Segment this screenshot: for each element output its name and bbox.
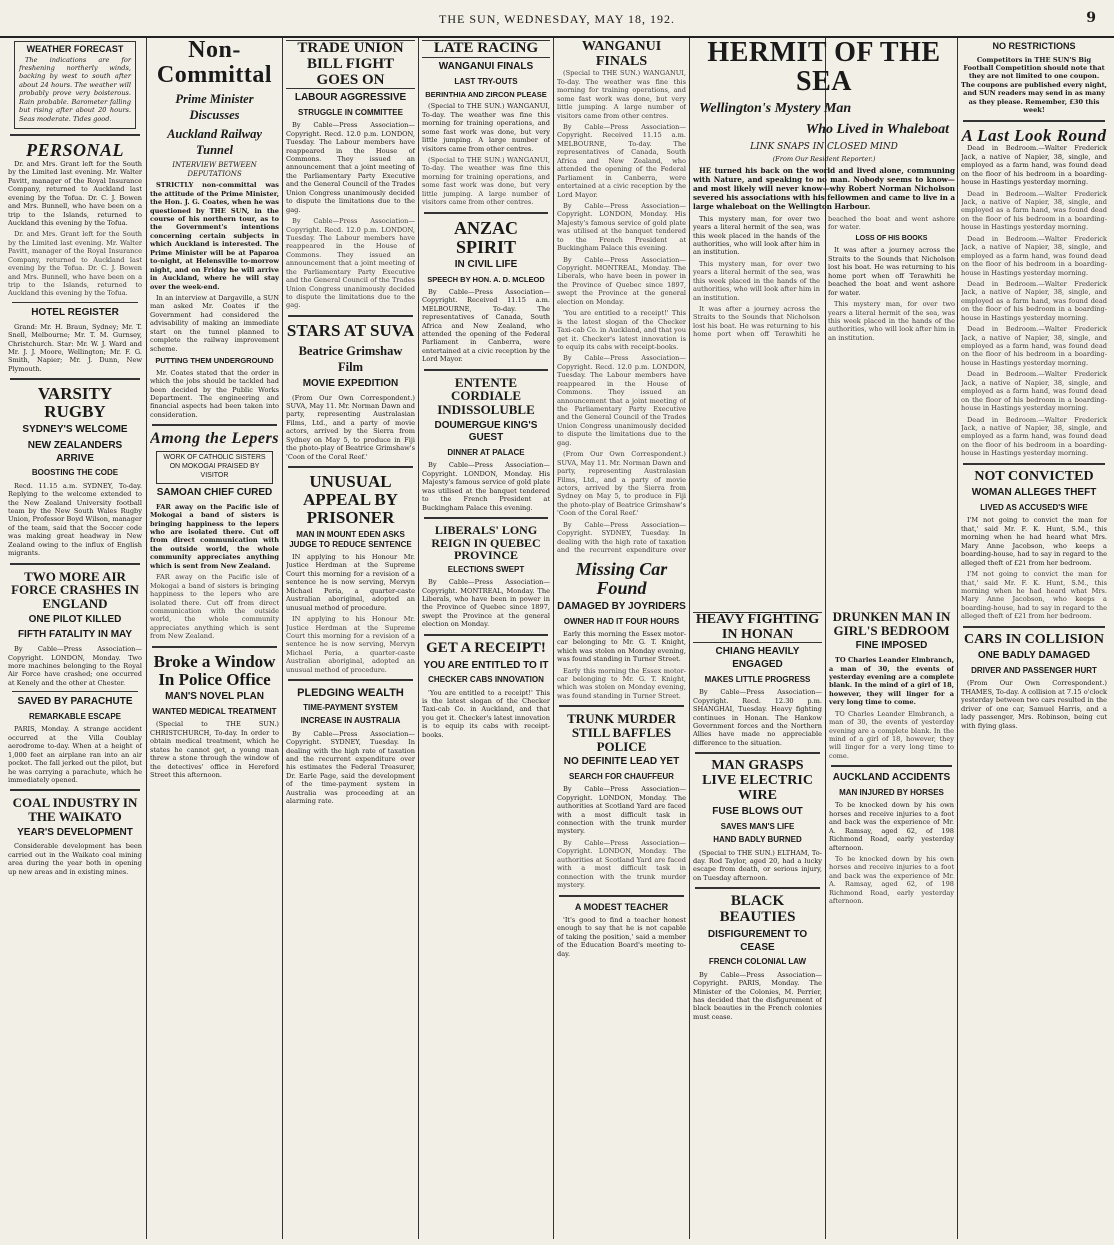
stars-subhead-1: Beatrice Grimshaw Film: [298, 343, 403, 374]
noncommittal-text-2: In an interview at Dargaville, a SUN man asked Mr. Coates if the Government had considered the advisability of making an immediate start on the tunnel planned to complete the railway improvement scheme.: [150, 293, 279, 353]
column-rule: [689, 38, 690, 1239]
racing-subhead-3: BERINTHIA AND ZIRCON PLEASE: [425, 89, 547, 99]
col5-top-text-6: By Cable—Press Association—Copyright. Recd. 12.0 p.m. LONDON, Tuesday. The Labour members have reappeared in the House of Commons. They issued an announcement that a joint meeting of the Parliamentary Party Executive and the General Council of the Trades Union Congress unanimously decided to dispute the limitations due to the gag.: [557, 354, 686, 447]
receipt-subhead-1: YOU ARE ENTITLED TO IT: [423, 659, 549, 671]
weather-box: [14, 41, 136, 129]
column-7: [961, 38, 1107, 1239]
racing-box: [422, 40, 550, 58]
masthead-title: THE SUN, WEDNESDAY, MAY 18, 192.: [439, 12, 675, 26]
hermit-midhead: LOSS OF HIS BOOKS: [855, 234, 928, 242]
divider: [12, 302, 138, 303]
missing-subhead-2: OWNER HAD IT FOUR HOURS: [563, 616, 680, 626]
lrr-text-7: Dead in Bedroom.—Walter Frederick Jack, a native of Napier, 38, single, and employed as a farm hand, was found dead on the floor of his bedroom in a boarding-house in Hastings yesterday morning.: [961, 415, 1107, 458]
drunken-subhead: FINE IMPOSED: [855, 640, 928, 652]
missing-text-more: Early this morning the Essex motor-car belonging to Mr. G. T. Knight, which was stolen on Monday evening, was found standing in Turner Street.: [557, 666, 686, 700]
personal-text-more: Dr. and Mrs. Grant left for the South by the Limited last evening. Mr. Walter Pavitt, manager of the Royal Insurance Company, returned to Auckland last evening by the Tofua. Dr. C. J. Bowen and Mrs. Bunnell, who have been on a trip to the Islands, returned to Auckland this evening by the Tofua.: [8, 230, 142, 298]
beauties-text: By Cable—Press Association—Copyright. PARIS, Monday. The Minister of the Colonies, M. Perrier, has decided that the disfigurement of black beauties in the French colonies must cease.: [693, 970, 822, 1021]
anzac-subhead-1: IN CIVIL LIFE: [454, 259, 518, 271]
liberals-headline: LIBERALS' LONG REIGN IN QUEBEC PROVINCE: [431, 523, 541, 563]
divider: [10, 134, 140, 136]
divider: [10, 563, 140, 565]
racing-text-more: (Special to THE SUN.) WANGANUI, To-day. The weather was fine this morning for training operations, and some fast work was done, but very little jumping. A large number of visitors came from other centres.: [422, 156, 550, 207]
parachute-headline: SAVED BY PARACHUTE: [17, 696, 133, 708]
divider: [424, 369, 548, 371]
hermit-text-1: HE turned his back on the world and lived alone, communing with Nature, and speaking to no man. Nobody seems to know—and most likely will never know—why Robert Norman Nicholson severed his associations with his fellowmen and came to live in a large whaleboat on the Wellington Harbour.: [693, 165, 955, 212]
divider: [963, 463, 1105, 465]
divider: [559, 895, 684, 897]
tradeunion-subhead-2: STRUGGLE IN COMMITTEE: [298, 108, 403, 118]
lrr-text-4: Dead in Bedroom.—Walter Frederick Jack, a native of Napier, 38, single, and employed as a farm hand, was found dead on the floor of his bedroom in a boarding-house in Hastings yesterday morning.: [961, 279, 1107, 322]
hermit-text-3b: This mystery man, for over two years a literal hermit of the sea, was this week placed in the hands of the authorities, who will look after him in an institution.: [828, 300, 955, 342]
beauties-subhead-1: DISFIGUREMENT TO CEASE: [707, 928, 808, 953]
appeal-subhead: MAN IN MOUNT EDEN ASKS JUDGE TO REDUCE SENTENCE: [289, 529, 412, 549]
beauties-subhead-2: FRENCH COLONIAL LAW: [708, 957, 807, 967]
teacher-text: 'It's good to find a teacher honest enough to say that he is not capable of taking the position,' said a member of the Education Board's meeting to-day.: [557, 916, 686, 958]
divider: [12, 691, 138, 692]
col5-top-text-1: (Special to THE SUN.) WANGANUI, To-day. The weather was fine this morning for training operations, and some fast work was done, but very little jumping. A large number of visitors came from other centres.: [557, 69, 686, 120]
stars-text: (From Our Own Correspondent.) SUVA, May 11. Mr. Norman Dawn and party, representing Australasian Films, Ltd., and a party of movie actors, arrived by the Sierra from Sydney on May 5, to produce in Fiji the photo-play of Beatrice Grimshaw's 'Coon of the Coral Reef.': [286, 393, 415, 461]
receipt-subhead-2: CHECKER CABS INNOVATION: [428, 675, 544, 685]
divider: [424, 517, 548, 519]
tradeunion-text-more: By Cable—Press Association—Copyright. Recd. 12.0 p.m. LONDON, Tuesday. The Labour members have reappeared in the House of Commons. They issued an announcement that a joint meeting of the Parliamentary Party Executive and the General Council of the Trades Union Congress unanimously decided to dispute the limitations due to the gag.: [286, 217, 415, 310]
coal-subhead: YEAR'S DEVELOPMENT: [17, 826, 133, 838]
hermit-text-3: It was after a journey across the Straits to the Sounds that Nicholson lost his boat. He was returning to his home port when off Terawhiti he beached the boat and went ashore for water.: [828, 246, 955, 297]
column-6b: [829, 610, 954, 1239]
drunken-headline: DRUNKEN MAN IN GIRL'S BEDROOM: [832, 610, 951, 638]
window-subhead-1: MAN'S NOVEL PLAN: [165, 691, 264, 703]
airforce-text: By Cable—Press Association—Copyright. LONDON, Monday. Two more machines belonging to the Royal Air Force have crashed; one occurred at Kenely and the other at Chester.: [8, 645, 142, 687]
collision-subhead-1: ONE BADLY DAMAGED: [977, 650, 1091, 662]
entente-text: By Cable—Press Association—Copyright. LONDON, Monday. His Majesty's famous service of gold plate was utilised at the banquet tendered to the French President at Buckingham Palace this evening.: [422, 461, 550, 512]
column-rule: [418, 38, 419, 1239]
col5-top-text-4: By Cable—Press Association—Copyright. MONTREAL, Monday. The Liberals, who have been in power in the Province of Quebec since 1897, swept the Province at the general election on Monday.: [557, 255, 686, 306]
trunk-text-more: By Cable—Press Association—Copyright. LONDON, Monday. The authorities at Scotland Yard are faced with a most difficult task in connection with the trunk murder mystery.: [557, 838, 686, 890]
hermit-text-2: This mystery man, for over two years a literal hermit of the sea, was this week placed in the hands of the authorities, who will look after him in an institution.: [693, 214, 820, 257]
column-3: [286, 38, 415, 1239]
coal-headline: COAL INDUSTRY IN THE WAIKATO: [12, 795, 138, 825]
entente-headline: ENTENTE CORDIALE INDISSOLUBLE: [437, 374, 535, 418]
hotel-headline: HOTEL REGISTER: [31, 306, 119, 318]
trunk-subhead-2: SEARCH FOR CHAUFFEUR: [569, 772, 674, 782]
noncommittal-subhead-2: Auckland Railway Tunnel: [167, 127, 262, 158]
receipt-headline: GET A RECEIPT!: [426, 639, 546, 656]
divider: [152, 646, 277, 648]
racing-headline: LATE RACING: [433, 40, 539, 56]
nr-text: Competitors in THE SUN'S Big Football Competition should note that they are not limited to one coupon. The coupons are published every night, and SUN readers may send in as many as they please. Remember, £30 this week!: [961, 55, 1107, 115]
lepers-box: WORK OF CATHOLIC SISTERS ON MOKOGAI PRAISED BY VISITOR: [156, 451, 273, 484]
column-4: [422, 38, 550, 1239]
window-text: (Special to THE SUN.) CHRISTCHURCH, To-day. In order to obtain medical treatment, which he states he cannot get, a young man threw a stone through the window of the detectives' office in Hereford Street this afternoon.: [150, 720, 279, 780]
pledge-text: By Cable—Press Association—Copyright. SYDNEY, Tuesday. In dealing with the high rate of taxation and the recurrent expenditure over his estimates the Federal Treasurer, Dr. Earle Page, said the development of the time-payment system in Australia was proceeding at an alarming rate.: [286, 729, 415, 806]
lepers-text-more: FAR away on the Pacific isle of Mokogai a band of sisters is bringing happiness to the lepers who are isolated there. Cut off from direct communication with the outside world, the whole community appreciates anything which is sent from New Zealand.: [150, 573, 279, 641]
column-5-top: [557, 40, 686, 555]
column-rule: [553, 38, 554, 1239]
late-col5-heading: WANGANUI FINALS: [581, 40, 662, 69]
divider: [695, 752, 820, 754]
racing-text: (Special to THE SUN.) WANGANUI, To-day. The weather was fine this morning for training operations, and some fast work was done, but very little jumping. A large number of visitors came from other centres.: [422, 102, 550, 153]
divider: [963, 626, 1105, 628]
anzac-subhead-2: SPEECH BY HON. A. D. MCLEOD: [427, 275, 545, 285]
divider: [288, 315, 413, 317]
hermit-text-2c: It was after a journey across the Straits to the Sounds that Nicholson lost his boat. He was returning to his home port when off Terawhiti he beached the boat and went ashore for water.: [693, 214, 955, 339]
airforce-headline: TWO MORE AIR FORCE CRASHES IN ENGLAND: [11, 568, 139, 611]
parachute-text: PARIS, Monday. A strange accident occurred at the Villa Coublay aerodrome to-day. When at a height of 1,000 feet an airplane ran into an air pocket. The fall jerked out the pilot, but he was carrying a parachute, which he immediately opened.: [8, 725, 142, 784]
racing-subhead-1: WANGANUI FINALS: [438, 60, 534, 72]
pledge-subhead-2: INCREASE IN AUSTRALIA: [300, 716, 401, 726]
noncommittal-midhead: PUTTING THEM UNDERGROUND: [155, 356, 274, 366]
teacher-headline: A MODEST TEACHER: [574, 901, 669, 912]
appeal-text: IN applying to his Honour Mr. Justice Herdman at the Supreme Court this morning for a revision of a sentence he is now serving, Mervyn Michael Peria, a quarter-caste Australian aboriginal, adopted an unusual method of procedure.: [286, 553, 415, 612]
hermit-subhead-2: Who Lived in Whaleboat: [805, 121, 949, 137]
noncommittal-text-3: Mr. Coates stated that the order in which the jobs should be tackled had been decided by the Public Works Department. The engineering and financial aspects had been taken into consideration.: [150, 368, 279, 419]
wire-text: (Special to THE SUN.) ELTHAM, To-day. Rod Taylor, aged 20, had a lucky escape from death, or serious injury, on Tuesday afternoon.: [693, 848, 822, 882]
col5-top-text-5: 'You are entitled to a receipt!' This is the latest slogan of the Checker Taxi-cab Co. in Auckland, and that you get it. Checker's latest innovation is to equip its cabs with receipt-books.: [557, 309, 686, 351]
collision-headline: CARS IN COLLISION: [963, 631, 1105, 647]
trunk-subhead-1: NO DEFINITE LEAD YET: [563, 756, 680, 768]
stars-headline: STARS AT SUVA: [286, 320, 415, 340]
trunk-headline: TRUNK MURDER STILL BAFFLES POLICE: [567, 711, 676, 754]
tradeunion-text: By Cable—Press Association—Copyright. Recd. 12.0 p.m. LONDON, Tuesday. The Labour members have reappeared in the House of Commons. They issued an announcement that a joint meeting of the Parliamentary Party Executive and the General Council of the Trades Union Congress unanimously decided to dispute the limitations due to the gag.: [286, 121, 415, 214]
noncommittal-subhead-1: Prime Minister Discusses: [175, 92, 254, 123]
convicted-headline: NOT CONVICTED: [974, 468, 1094, 484]
hermit-body: [693, 215, 955, 343]
personal-text: Dr. and Mrs. Grant left for the South by the Limited last evening. Mr. Walter Pavitt, manager of the Royal Insurance Company, returned to Auckland last evening by the Tofua. Dr. C. J. Bowen and Mrs. Bunnell, who have been on a trip to the Islands, returned to Auckland this evening by the Tofua.: [8, 159, 142, 227]
convicted-subhead-2: LIVED AS ACCUSED'S WIFE: [980, 503, 1088, 513]
column-6: [693, 610, 822, 1239]
tradeunion-box: [286, 40, 415, 89]
racing-subhead-2: LAST TRY-OUTS: [454, 76, 518, 86]
divider: [559, 705, 684, 707]
divider: [152, 424, 277, 426]
entente-subhead-1: DOUMERGUE KING'S GUEST: [434, 419, 538, 444]
noncommittal-subhead-3: INTERVIEW BETWEEN DEPUTATIONS: [172, 161, 257, 179]
page-number: 9: [1086, 10, 1096, 26]
trunk-text: By Cable—Press Association—Copyright. LONDON, Monday. The authorities at Scotland Yard are faced with a most difficult task in connection with the trunk murder mystery.: [557, 785, 686, 836]
lrr-text-5: Dead in Bedroom.—Walter Frederick Jack, a native of Napier, 38, single, and employed as a farm hand, was found dead on the floor of his bedroom in a boarding-house in Hastings yesterday morning.: [961, 325, 1107, 367]
receipt-text: 'You are entitled to a receipt!' This is the latest slogan of the Checker Taxi-cab Co. in Auckland, and that you get it. Checker's latest innovation is to equip its cabs with receipt-books.: [422, 688, 550, 739]
entente-subhead-2: DINNER AT PALACE: [447, 448, 525, 458]
lrr-text: Dead in Bedroom.—Walter Frederick Jack, a native of Napier, 38, single, and employed as a farm hand, was found dead on the floor of his bedroom in a boarding-house in Hastings yesterday morning.: [961, 144, 1107, 187]
nr-headline: NO RESTRICTIONS: [992, 41, 1076, 51]
wire-subhead-1: FUSE BLOWS OUT: [712, 806, 803, 818]
tradeunion-subhead-1: LABOUR AGGRESSIVE: [294, 92, 407, 104]
anzac-headline: ANZAC SPIRIT: [453, 217, 518, 257]
lrr-text-3: Dead in Bedroom.—Walter Frederick Jack, a native of Napier, 38, single, and employed as a farm hand, was found dead on the floor of his bedroom in a boarding-house in Hastings yesterday morning.: [961, 234, 1107, 277]
drunken-text: TO Charles Leander Elmbranch, a man of 30, the events of yesterday evening are a complete blank. In the mind of a girl of 18, however, they will linger for a very long time to come.: [829, 656, 954, 707]
parachute-subhead: REMARKABLE ESCAPE: [28, 712, 121, 722]
divider: [695, 887, 820, 889]
appeal-text-more: IN applying to his Honour Mr. Justice Herdman at the Supreme Court this morning for a revision of a sentence he is now serving, Mervyn Michael Peria, a quarter-caste Australian aboriginal, adopted an unusual method of procedure.: [286, 615, 415, 674]
noncommittal-headline: Non-Committal: [156, 38, 273, 89]
pledge-headline: PLEDGING WEALTH: [297, 687, 404, 700]
column-rule: [282, 38, 283, 1239]
coal-text: Considerable development has been carried out in the Waikato coal mining area during the year both in opening up new areas and in existing mines.: [8, 842, 142, 876]
weather-headline: WEATHER FORECAST: [26, 44, 124, 54]
hotel-text: Grand: Mr. H. Braun, Sydney; Mr. T. Snell, Melbourne; Mr. T. M. Gurnsey, Christchurch. Star: Mr. W. J. Ward and Mr. J. J. Moore, Wellington; Mr. F. G. Smith, Napier; Mr. J. Dunn, New Plymouth.: [8, 322, 142, 373]
hermit-text-2b: This mystery man, for over two years a literal hermit of the sea, was this week placed in the hands of the authorities, who will look after him in an institution.: [693, 259, 820, 302]
drunken-text-more: TO Charles Leander Elmbranch, a man of 30, the events of yesterday evening are a complete blank. In the mind of a girl of 18, however, they will linger for a very long time to come.: [829, 709, 954, 760]
hermit-subhead-3: LINK SNAPS IN CLOSED MIND: [750, 141, 898, 152]
lepers-text: FAR away on the Pacific isle of Mokogai a band of sisters is bringing happiness to the lepers who are isolated there. Cut off from direct communication with the outside world, the whole community appreciates anything which is sent from New Zealand.: [150, 502, 279, 570]
divider: [10, 378, 140, 380]
divider: [424, 212, 548, 214]
rugby-subhead-3: BOOSTING THE CODE: [31, 468, 119, 478]
appeal-headline: UNUSUAL APPEAL BY PRISONER: [303, 472, 398, 527]
stars-subhead-2: MOVIE EXPEDITION: [302, 377, 399, 389]
lrr-headline: A Last Look Round: [961, 125, 1107, 145]
divider: [963, 120, 1105, 122]
accidents-text: To be knocked down by his own horses and receive injuries to a foot and back was the experience of Mr. A. Ramsay, aged 62, of 198 Richmond Road, early yesterday afternoon.: [829, 801, 954, 852]
column-rule: [957, 38, 958, 1239]
convicted-text-more: I'M not going to convict the man for that,' said Mr. F. K. Hunt, S.M., this morning when he had heard what Mrs. Mary Anne Jacobson, who keeps a boarding-house, had to say in regard to the alleged theft of £21 from her bedroom.: [961, 570, 1107, 621]
airforce-subhead-2: FIFTH FATALITY IN MAY: [17, 629, 133, 641]
lepers-subhead: SAMOAN CHIEF CURED: [156, 486, 273, 498]
rugby-text: Recd. 11.15 a.m. SYDNEY, To-day. Replying to the welcome extended to the New Zealand University football team by the New South Wales Rugby Union, Professor Boyd Wilson, manager of the team, said that the Soccer code was making great headway in New Zealand owing to the influx of English migrants.: [8, 481, 142, 558]
hermit-subhead-1: Wellington's Mystery Man: [699, 100, 852, 116]
hermit-byline: (From Our Resident Reporter.): [772, 155, 876, 164]
window-headline: Broke a Window In Police Office: [153, 651, 276, 689]
lepers-headline: Among the Lepers: [150, 430, 279, 448]
rugby-headline: VARSITY RUGBY: [37, 384, 113, 422]
honan-subhead-2: MAKES LITTLE PROGRESS: [704, 674, 811, 684]
collision-subhead-2: DRIVER AND PASSENGER HURT: [971, 666, 1097, 676]
weather-text: The indications are for freshening northerly winds, backing by west to south after about 24 hours. The weather will probably prove very boisterous. Rain probable. Barometer falling but rising after about 20 hours. Seas moderate. Tides good.: [19, 55, 131, 123]
column-2: [150, 38, 279, 1239]
anzac-text: By Cable—Press Association—Copyright. Received 11.15 a.m. MELBOURNE, To-day. The representatives of Canada, South Africa and New Zealand, who attended the opening of the Federal Parliament in Canberra, were entertained at a civic reception by the Lord Mayor.: [422, 287, 550, 364]
column-rule: [146, 38, 147, 1239]
divider: [288, 466, 413, 468]
accidents-subhead: MAN INJURED BY HORSES: [839, 788, 944, 798]
missing-text: Early this morning the Essex motor-car belonging to Mr. G. T. Knight, which was stolen on Monday evening, was found standing in Turner Street.: [557, 629, 686, 664]
noncommittal-text-1: STRICTLY non-committal was the attitude of the Prime Minister, the Hon. J. G. Coates, when he was questioned by THE SUN, in the course of his northern tour, as to the Government's intentions concerning certain subjects in which Auckland is interested. The Prime Minister will be at Paparoa to-night, at Helensville to-morrow night, and on Friday he will arrive in Auckland, where he will stay over the week-end.: [150, 181, 279, 291]
rugby-subhead-2: NEW ZEALANDERS ARRIVE: [27, 439, 123, 464]
col5-top-text-8: By Cable—Press Association—Copyright. SYDNEY, Tuesday. In dealing with the high rate of taxation and the recurrent expenditure over: [557, 520, 686, 554]
honan-subhead-1: CHIANG HEAVILY ENGAGED: [715, 646, 800, 671]
rugby-subhead-1: SYDNEY'S WELCOME: [22, 424, 128, 436]
honan-headline: HEAVY FIGHTING IN HONAN: [695, 612, 820, 642]
missing-subhead-1: DAMAGED BY JOYRIDERS: [557, 600, 686, 612]
beauties-headline: BLACK BEAUTIES: [719, 893, 796, 926]
masthead: [0, 0, 1114, 38]
divider: [288, 679, 413, 681]
honan-text: By Cable—Press Association—Copyright. Recd. 12.30 p.m. SHANGHAI, Tuesday. Heavy fighting continues in Honan. The Hankow Government forces and the Northern Allies have made no appreciable difference to the situation.: [693, 688, 822, 747]
convicted-subhead: WOMAN ALLEGES THEFT: [971, 487, 1097, 499]
tradeunion-headline: TRADE UNION BILL FIGHT GOES ON: [297, 40, 404, 88]
lrr-text-2: Dead in Bedroom.—Walter Frederick Jack, a native of Napier, 38, single, and employed as a farm hand, was found dead on the floor of his bedroom in a boarding-house in Hastings yesterday morning.: [961, 189, 1107, 232]
window-subhead-2: WANTED MEDICAL TREATMENT: [152, 707, 277, 717]
airforce-subhead-1: ONE PILOT KILLED: [28, 613, 122, 625]
wire-subhead-2: SAVES MAN'S LIFE: [720, 822, 795, 832]
hermit-headline: HERMIT OF THE SEA: [707, 38, 941, 98]
divider: [424, 634, 548, 636]
lrr-text-6: Dead in Bedroom.—Walter Frederick Jack, a native of Napier, 38, single, and employed as a farm hand, was found dead on the floor of his bedroom in a boarding-house in Hastings yesterday morning.: [961, 370, 1107, 413]
divider: [831, 765, 952, 767]
col5-top-text-3: By Cable—Press Association—Copyright. LONDON, Monday. His Majesty's famous service of gold plate was utilised at the banquet tendered to the French President at Buckingham Palace this evening.: [557, 201, 686, 253]
honan-box: [693, 612, 822, 643]
accidents-headline: AUCKLAND ACCIDENTS: [832, 772, 951, 784]
wire-headline: MAN GRASPS LIVE ELECTRIC WIRE: [702, 758, 813, 803]
column-1: [8, 38, 142, 1239]
accidents-text-more: To be knocked down by his own horses and receive injuries to a foot and back was the experience of Mr. A. Ramsay, aged 62, of 198 Richmond Road, early yesterday afternoon.: [829, 854, 954, 906]
convicted-text: I'M not going to convict the man for that,' said Mr. F. K. Hunt, S.M., this morning when he had heard what Mrs. Mary Anne Jacobson, who keeps a boarding-house, had to say in regard to the alleged theft of £21 from her bedroom.: [961, 516, 1107, 567]
wire-subhead-3: HAND BADLY BURNED: [713, 835, 802, 845]
col5-top-text-2: By Cable—Press Association—Copyright. Received 11.15 a.m. MELBOURNE, To-day. The representatives of Canada, South Africa and New Zealand, who attended the opening of the Federal Parliament in Canberra, were entertained at a civic reception by the Lord Mayor.: [557, 123, 686, 199]
missing-headline: Missing Car Found: [575, 559, 668, 598]
divider: [10, 789, 140, 791]
liberals-subhead: ELECTIONS SWEPT: [447, 564, 525, 574]
personal-headline: PERSONAL: [25, 140, 125, 161]
liberals-text: By Cable—Press Association—Copyright. MONTREAL, Monday. The Liberals, who have been in power in the Province of Quebec since 1897, swept the Province at the general election on Monday.: [422, 578, 550, 629]
collision-text: (From Our Own Correspondent.) THAMES, To-day. A collision at 7.15 o'clock yesterday between two cars resulted in the driver of one car, Samuel Harris, and a lady passenger, Mrs. Robinson, being cut with flying glass.: [961, 679, 1107, 730]
pledge-subhead-1: TIME-PAYMENT SYSTEM: [303, 703, 398, 713]
col5-top-text-7: (From Our Own Correspondent.) SUVA, May 11. Mr. Norman Dawn and party, representing Australasian Films, Ltd., and a party of movie actors, arrived by the Sierra from Sydney on May 5, to produce in Fiji the photo-play of Beatrice Grimshaw's 'Coon of the Coral Reef.': [557, 450, 686, 518]
